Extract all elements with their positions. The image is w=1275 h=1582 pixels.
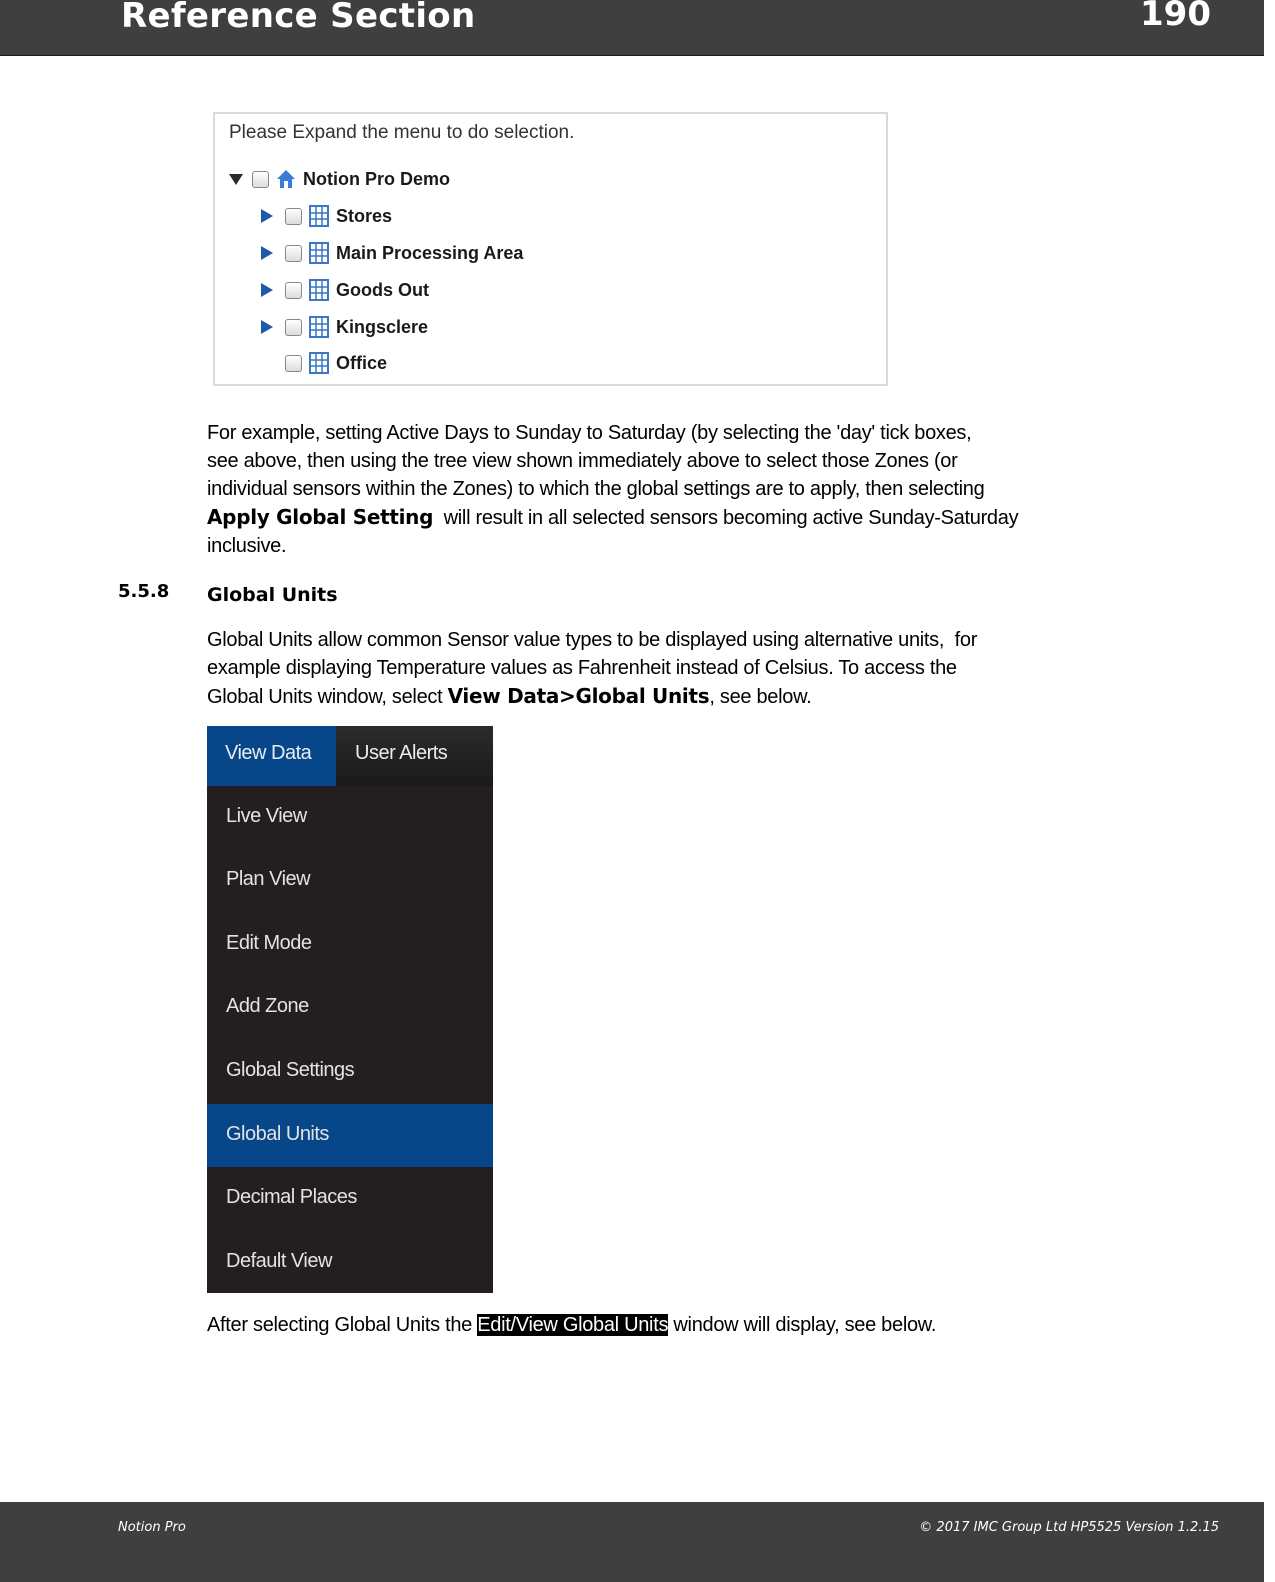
expand-arrow-icon[interactable]: [261, 283, 273, 297]
expand-arrow-icon[interactable]: [261, 246, 273, 260]
zone-grid-icon: [309, 279, 329, 301]
after-selecting-paragraph: After selecting Global Units the Edit/View Global Units window will display, see below.: [207, 1314, 937, 1336]
zone-tree-panel: [213, 112, 888, 386]
apply-global-setting-term: Apply Global Setting: [207, 505, 434, 529]
menu-item-edit-mode[interactable]: Edit Mode: [226, 932, 312, 954]
menu-item-default-view[interactable]: Default View: [226, 1250, 332, 1272]
zone-grid-icon: [309, 316, 329, 338]
tree-node-label[interactable]: Goods Out: [336, 279, 429, 300]
section-heading: Global Units: [207, 584, 338, 606]
menu-item-global-units[interactable]: Global Units: [207, 1104, 493, 1167]
menu-item-plan-view[interactable]: Plan View: [226, 868, 311, 890]
tree-node-kingsclere[interactable]: [261, 314, 428, 340]
zone-grid-icon: [309, 352, 329, 374]
page-header: [0, 0, 1264, 56]
page-number: 190: [1140, 0, 1211, 34]
tree-hint: Please Expand the menu to do selection.: [229, 122, 575, 143]
tree-node-label[interactable]: Kingsclere: [336, 316, 429, 337]
collapse-arrow-icon[interactable]: [229, 174, 243, 185]
tree-node-label[interactable]: Notion Pro Demo: [303, 168, 450, 189]
tree-checkbox[interactable]: [285, 319, 302, 336]
footer-copyright: © 2017 IMC Group Ltd HP5525 Version 1.2.15: [919, 1520, 1219, 1535]
tree-node-stores[interactable]: [261, 203, 392, 229]
view-data-menu: View Data User Alerts Live View Plan View Edit Mode Add Zone Global Settings Global Units Decimal Places Default View: [207, 726, 493, 1293]
tree-node-root[interactable]: [229, 166, 450, 192]
zone-grid-icon: [309, 205, 329, 227]
menu-item-global-settings[interactable]: Global Settings: [226, 1059, 355, 1081]
tree-node-main-processing-area[interactable]: [261, 240, 523, 266]
tree-node-label[interactable]: Main Processing Area: [336, 242, 524, 263]
menu-item-add-zone[interactable]: Add Zone: [226, 995, 309, 1017]
menu-item-decimal-places[interactable]: Decimal Places: [226, 1186, 357, 1208]
tree-checkbox[interactable]: [285, 282, 302, 299]
global-units-paragraph: Global Units allow common Sensor value types to be displayed using alternative units, for example displaying Temperature values as Fahrenheit instead of Celsius. To access the Global Units window, select View Data>Global Units, see below.: [207, 629, 978, 708]
example-paragraph: For example, setting Active Days to Sunday to Saturday (by selecting the 'day' tick boxes, see above, then using the tree view shown immediately above to select those Zones (or individual sensors within the Zones) to which the global settings are to apply, then selecting Apply Global Setting will result in all selected sensors becoming active Sunday-Saturday inclusive.: [207, 422, 1019, 557]
tree-checkbox[interactable]: [285, 208, 302, 225]
tree-checkbox[interactable]: [285, 245, 302, 262]
window-name-highlight: Edit/View Global Units: [477, 1314, 669, 1336]
expand-arrow-icon[interactable]: [261, 320, 273, 334]
expand-arrow-icon[interactable]: [261, 209, 273, 223]
page-footer: [0, 1502, 1264, 1582]
section-number: 5.5.8: [118, 581, 170, 602]
tree-node-label[interactable]: Office: [336, 352, 388, 373]
tree-node-label[interactable]: Stores: [336, 205, 393, 226]
zone-grid-icon: [309, 242, 329, 264]
tree-node-office[interactable]: [261, 350, 387, 376]
home-icon: [276, 169, 296, 189]
tree-checkbox[interactable]: [252, 171, 269, 188]
menu-item-live-view[interactable]: Live View: [226, 805, 307, 827]
tree-node-goods-out[interactable]: [261, 277, 429, 303]
menu-path-term: View Data>Global Units: [447, 684, 710, 708]
tree-checkbox[interactable]: [285, 355, 302, 372]
section-title: Reference Section: [121, 0, 476, 36]
footer-product: Notion Pro: [118, 1520, 186, 1535]
tab-view-data[interactable]: View Data: [207, 726, 336, 786]
